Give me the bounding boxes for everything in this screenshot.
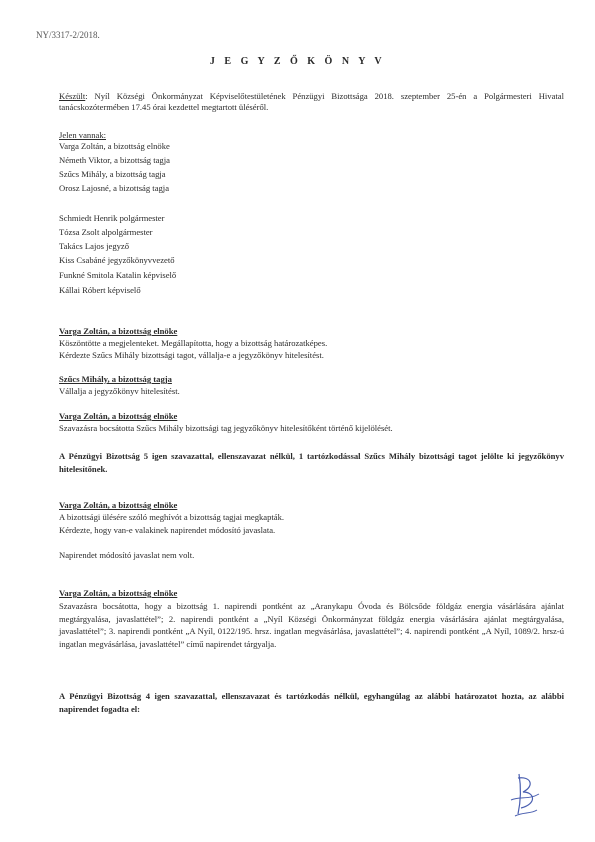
attendee: Varga Zoltán, a bizottság elnöke xyxy=(59,141,170,151)
document-number: NY/3317-2/2018. xyxy=(36,30,100,40)
decision-1: A Pénzügyi Bizottság 5 igen szavazattal, ellenszavazat nélkül, 1 tartózkodással Szűcs Mihály bizottsági tagot jelölte ki jegyzőkönyv hitelesítőnek. xyxy=(59,451,564,474)
speaker-heading: Varga Zoltán, a bizottság elnöke xyxy=(59,411,178,421)
speaker-text: Szavazásra bocsátotta Szűcs Mihály bizottsági tag jegyzőkönyv hitelesítőként történő kijelölését. xyxy=(59,423,393,433)
speaker-heading: Szűcs Mihály, a bizottság tagja xyxy=(59,374,172,384)
speaker-text: Köszöntötte a megjelenteket. Megállapította, hogy a bizottság határozatképes. xyxy=(59,338,328,348)
representative: Kállai Róbert képviselő xyxy=(59,285,141,295)
speaker-text: Kérdezte Szűcs Mihály bizottsági tagot, vállalja-e a jegyzőkönyv hitelesítést. xyxy=(59,350,324,360)
speaker-heading: Varga Zoltán, a bizottság elnöke xyxy=(59,500,178,510)
decision-2: A Pénzügyi Bizottság 4 igen szavazattal, ellenszavazat és tartózkodás nélkül, egyhangúlag az alábbi határozatot hozta, az alábbi napirendet fogadta el: xyxy=(59,691,564,714)
intro-paragraph xyxy=(59,91,564,113)
attendee: Szűcs Mihály, a bizottság tagja xyxy=(59,169,166,179)
speaker-text: A bizottsági ülésére szóló meghívót a bizottság tagjai megkapták. xyxy=(59,512,285,522)
document-title: J E G Y Z Ő K Ö N Y V xyxy=(209,56,386,67)
present-header: Jelen vannak: xyxy=(59,130,107,140)
signature-initials xyxy=(505,770,545,820)
intro-label: Készült xyxy=(59,91,86,101)
representative: Funkné Smitola Katalin képviselő xyxy=(59,270,177,280)
speaker-text: Kérdezte, hogy van-e valakinek napirendet módosító javaslata. xyxy=(59,525,276,535)
attendee: Orosz Lajosné, a bizottság tagja xyxy=(59,183,170,193)
official: Schmiedt Henrik polgármester xyxy=(59,213,165,223)
vote-paragraph: Szavazásra bocsátotta, hogy a bizottság 1. napirendi pontként az „Aranykapu Óvoda és Bölcsőde földgáz energia vásárlására ajánlat megtárgyalása, javaslattétel”; 2. napirendi pontként a „Nyíl Községi Önkormányzat földgáz energia vásárlására ajánlat megtárgyalása, javaslattétel”; 3. napirendi pontként „A Nyíl, 0122/195. hrsz. ingatlan megvásárlása, javaslattétel”; 4. napirendi pontként „A Nyíl, 1089/2. hrsz-ú ingatlan megvásárlása, javaslattétel” című napirendet tárgyalja. xyxy=(59,601,564,649)
official: Kiss Csabáné jegyzőkönyvvezető xyxy=(59,255,175,265)
official: Takács Lajos jegyző xyxy=(59,241,130,251)
speaker-heading: Varga Zoltán, a bizottság elnöke xyxy=(59,326,178,336)
speaker-text: Vállalja a jegyzőkönyv hitelesítést. xyxy=(59,386,180,396)
speaker-heading: Varga Zoltán, a bizottság elnöke xyxy=(59,588,178,598)
official: Tózsa Zsolt alpolgármester xyxy=(59,227,153,237)
intro-text: : Nyíl Községi Önkormányzat Képviselőtestületének Pénzügyi Bizottsága 2018. szeptember 25-én a Polgármesteri Hivatal tanácskozótermében 17.45 órai kezdettel megtartott üléséről. xyxy=(59,91,564,112)
no-proposal-note: Napirendet módosító javaslat nem volt. xyxy=(59,550,195,560)
attendee: Németh Viktor, a bizottság tagja xyxy=(59,155,170,165)
